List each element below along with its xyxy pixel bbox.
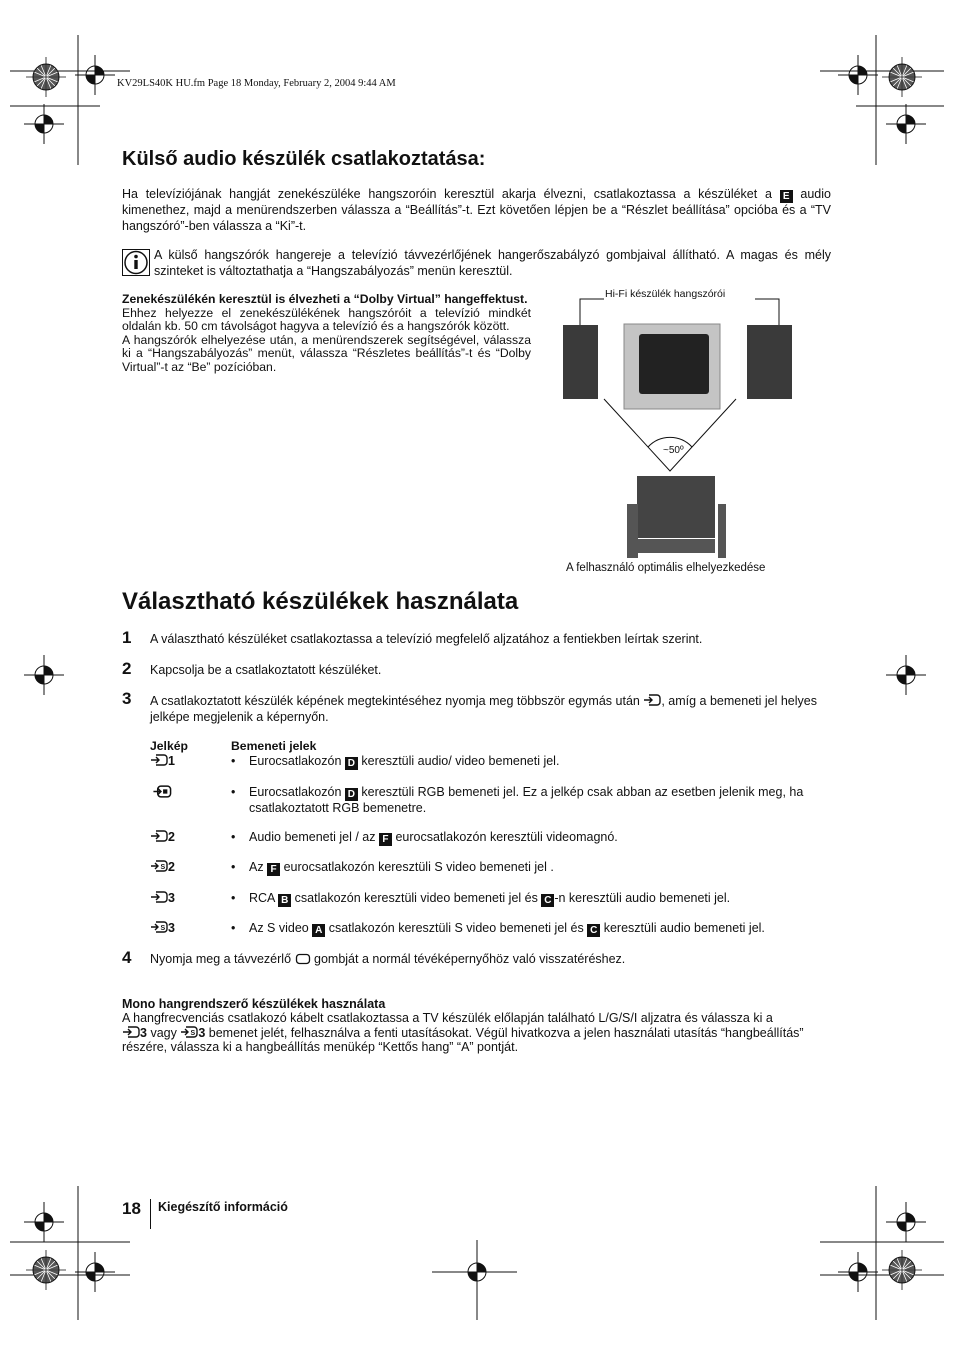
symbol-number: 2 — [168, 860, 175, 874]
row-text-b: csatlakozón keresztüli video bemeneti jel és — [294, 891, 538, 905]
row-text-a: Eurocsatlakozón — [249, 754, 342, 768]
svideo-input-icon — [180, 1025, 198, 1039]
dolby-heading: Zenekészülékén keresztül is élvezheti a “Dolby Virtual” hangeffektust. — [122, 292, 528, 306]
step-text-4 — [150, 952, 831, 968]
input-select-icon — [643, 693, 661, 707]
file-info-header: KV29LS40K HU.fm Page 18 Monday, February 2, 2004 9:44 AM — [117, 78, 396, 89]
row-text-b: eurocsatlakozón keresztüli videomagnó. — [395, 830, 618, 844]
connector-badge: C — [541, 894, 554, 907]
info-icon — [122, 249, 150, 276]
row-text-c: -n keresztüli audio bemeneti jel. — [554, 891, 731, 905]
table-row-5-desc — [249, 891, 834, 907]
left-speaker — [563, 325, 598, 399]
row-text-a: Eurocsatlakozón — [249, 785, 342, 799]
symbol-number: 3 — [168, 891, 175, 905]
bullet: • — [231, 754, 236, 768]
diagram-caption: A felhasználó optimális elhelyezkedése — [566, 562, 766, 574]
symbol-number: 2 — [168, 830, 175, 844]
volume-note: A külső hangszórók hangereje a televízió távvezérlőjének hangerőszabályzó gombjaival állítható. A magas és mély szinteket is változtathatja a “Hangszabályozás” menün keresztül. — [154, 248, 831, 278]
table-row-4-symbol — [150, 859, 175, 874]
bullet: • — [231, 860, 236, 874]
connector-badge: D — [345, 757, 358, 770]
section-title-optional-devices: Választható készülékek használata — [122, 588, 519, 615]
bullet: • — [231, 921, 236, 935]
row-text-b: keresztüli audio/ video bemeneti jel. — [361, 754, 560, 768]
dolby-virtual-block — [122, 293, 531, 374]
intro-text-2: audio kimenethez, majd a menürendszerben válassza a “Beállítás”-t. Ezt követően lépjen be a “Részlet beállítása” opcióba és a “TV hangszóró”-ben válassza a “Ki”-t. — [122, 187, 831, 233]
intro-paragraph — [122, 187, 831, 234]
row-text-b: eurocsatlakozón keresztüli S video bemeneti jel . — [283, 860, 554, 874]
connector-badge: B — [278, 894, 291, 907]
table-header-symbol: Jelkép — [150, 739, 188, 753]
table-row-4-desc — [249, 860, 834, 876]
connector-badge: C — [587, 924, 600, 937]
table-row-6-desc — [249, 921, 834, 937]
speaker-placement-diagram — [555, 283, 805, 583]
step-number-3: 3 — [122, 689, 132, 708]
step-4-text-b: gombját a normál tévéképernyőhöz való visszatéréshez. — [314, 952, 626, 966]
row-text-a: Az — [249, 860, 264, 874]
mono-title: Mono hangrendszerő készülékek használata — [122, 997, 386, 1011]
step-3-text-b: , amíg a bemeneti jel helyes jelképe megjelenik a képernyőn. — [150, 694, 817, 724]
page-number: 18 — [122, 1199, 141, 1218]
connector-badge: D — [345, 788, 358, 801]
input-icon — [150, 829, 168, 843]
mono-line-1: A hangfrecvenciás csatlakozó kábelt csatlakoztassa a TV készülék előlapján található L/G/S/I aljzatra és válassza ki a — [122, 1010, 773, 1025]
step-number-2: 2 — [122, 659, 132, 678]
rgb-input-icon — [150, 784, 174, 799]
step-text-2: Kapcsolja be a csatlakoztatott készüléket. — [150, 663, 382, 677]
table-row-3-desc — [249, 830, 834, 846]
table-row-1-desc — [249, 754, 834, 770]
row-text-c: keresztüli audio bemeneti jel. — [603, 921, 765, 935]
dolby-text-2: A hangszórók elhelyezése után, a menürendszerek segítségével, válassza ki a “Hangszabályozás” menüt, válassza “Részletes beállítás”-t és “Dolby Virtual”-t az “Be” pozícióban. — [122, 332, 531, 374]
section-title-external-audio: Külső audio készülék csatlakoztatása: — [122, 148, 486, 170]
mono-section — [122, 998, 834, 1054]
table-row-2-desc — [249, 785, 834, 817]
svideo-input-icon — [150, 920, 168, 934]
bullet: • — [231, 891, 236, 905]
table-row-6-symbol — [150, 920, 175, 935]
angle-label: ~50º — [663, 445, 684, 456]
input-icon — [122, 1025, 140, 1039]
input-icon — [150, 753, 168, 767]
step-4-text-a: Nyomja meg a távvezérlő — [150, 952, 292, 966]
speakers-label: Hi-Fi készülék hangszórói — [605, 288, 726, 300]
table-row-1-symbol — [150, 753, 175, 768]
symbol-number: 1 — [168, 754, 175, 768]
tv-button-icon — [295, 953, 311, 965]
dolby-text-1: Ehhez helyezze el zenekészülékének hangszóróit a televízió mindkét oldalán kb. 50 cm távolságot hagyva a televízió és a hangszórók között. — [122, 305, 531, 333]
svideo-input-icon — [150, 859, 168, 873]
footer-section-label: Kiegészítő információ — [158, 1200, 288, 1214]
step-number-4: 4 — [122, 948, 132, 967]
connector-badge: A — [312, 924, 325, 937]
row-text-b: keresztüli RGB bemeneti jel. Ez a jelkép csak abban az esetben jelenik meg, ha csatlakoztatott RGB bemenetre. — [249, 785, 804, 815]
table-row-5-symbol — [150, 890, 175, 905]
table-row-3-symbol — [150, 829, 175, 844]
mono-or: vagy — [150, 1026, 177, 1040]
mono-sym-1-num: 3 — [140, 1026, 147, 1040]
row-text-a: Az S video — [249, 921, 309, 935]
right-speaker — [747, 325, 792, 399]
step-3-text-a: A csatlakoztatott készülék képének megtekintéséhez nyomja meg többször egymás után — [150, 694, 640, 708]
armchair — [627, 476, 726, 558]
mono-sym-2-num: 3 — [198, 1026, 206, 1040]
footer-divider — [150, 1199, 151, 1229]
bullet: • — [231, 785, 236, 799]
mono-line-2: bemenet jelét, felhasználva a fenti utasításokat. Végül hivatkozva a jelen használati utasítás “hangbeállítás” részére, válassza ki a hangbeállítás menükép “Kettős hang” “A” pontját. — [122, 1026, 804, 1054]
intro-text-1: Ha televíziójának hangját zenekészüléke hangszoróin keresztül akarja élvezni, csatlakoztassa a készüléket a — [122, 187, 772, 201]
symbol-number: 3 — [168, 921, 175, 935]
step-number-1: 1 — [122, 628, 132, 647]
row-text-a: Audio bemeneti jel / az — [249, 830, 376, 844]
input-icon — [150, 890, 168, 904]
connector-badge-e: E — [780, 190, 793, 203]
step-text-1: A választható készüléket csatlakoztassa a televízió megfelelő aljzatához a fentiekben leírtak szerint. — [150, 632, 703, 646]
row-text-a: RCA — [249, 891, 275, 905]
bullet: • — [231, 830, 236, 844]
table-header-input: Bemeneti jelek — [231, 739, 317, 753]
table-row-2-symbol — [150, 784, 174, 800]
connector-badge: F — [379, 833, 392, 846]
row-text-b: csatlakozón keresztüli S video bemeneti jel és — [328, 921, 584, 935]
connector-badge: F — [267, 863, 280, 876]
step-text-3 — [150, 693, 831, 725]
